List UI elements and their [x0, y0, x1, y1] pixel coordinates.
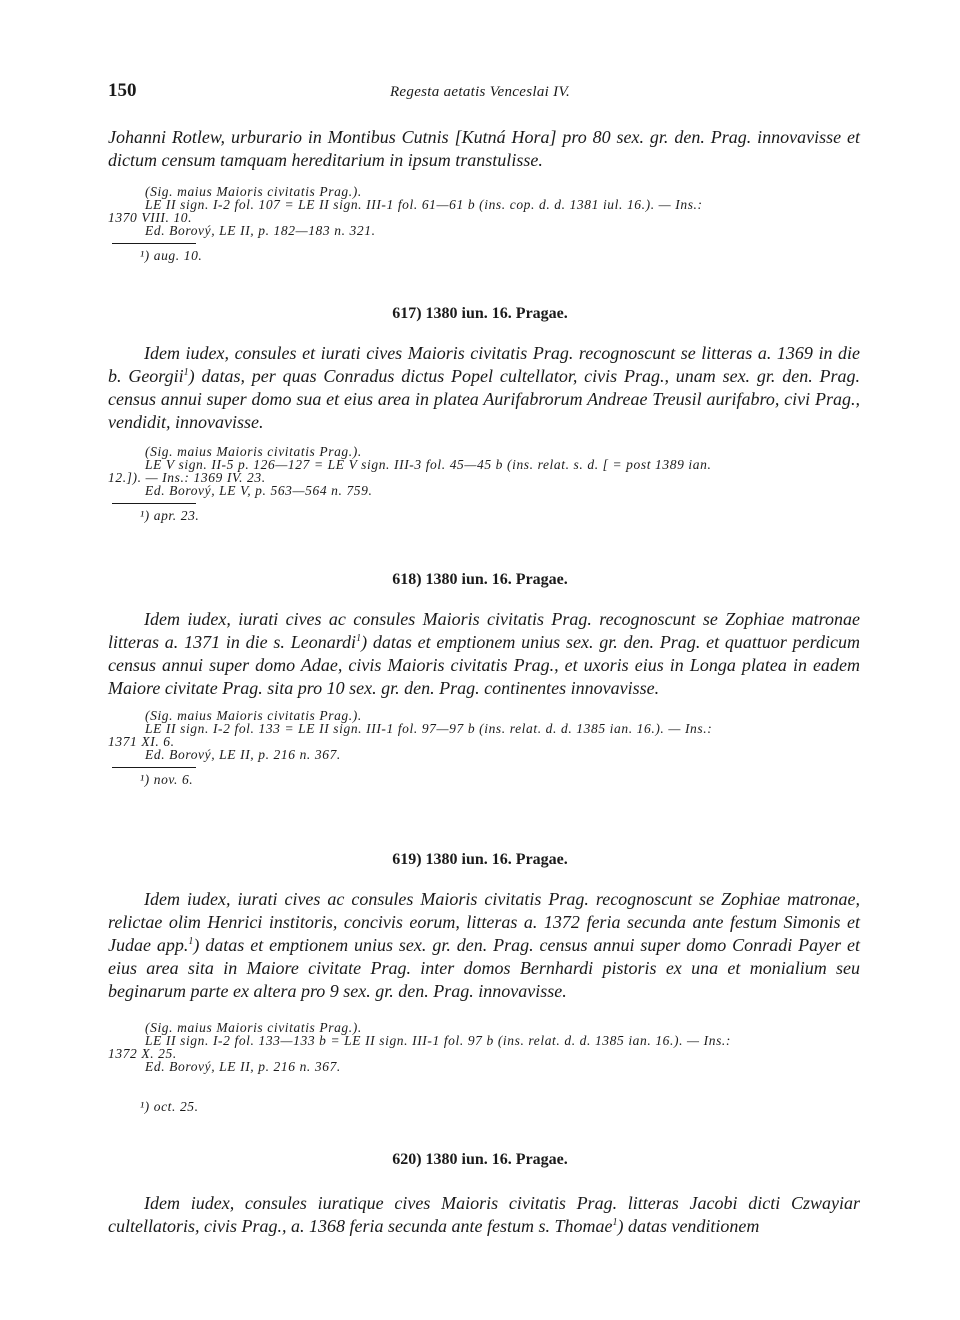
source-line-cont: 12.]). — Ins.: 1369 IV. 23. — [108, 470, 266, 485]
entry-618-meta — [108, 709, 860, 761]
entry-617-text: Idem iudex, consules et iurati cives Maioris civitatis Prag. recognoscunt se litteras a. 1369 in die b. Georgii$^1$) datas, per quas Conradus dictus Popel cultellator, civis Prag., unam sex. gr. den. Prag. census annui super domo sua et eius area in platea Aurifabrorum Andreae Treusil aurifabro, civi Prag., vendidit, innovavisse. — [108, 343, 861, 432]
seal-line: (Sig. maius Maioris civitatis Prag.). — [145, 708, 362, 723]
entry-619-meta — [108, 1021, 860, 1073]
edition-line: Ed. Borový, LE V, p. 563—564 n. 759. — [145, 483, 373, 498]
footnote-rule — [112, 503, 196, 504]
entry-618-heading: 618) 1380 iun. 16. Pragae. — [392, 571, 568, 588]
entry-620-text: Idem iudex, consules iuratique cives Maioris civitatis Prag. litteras Jacobi dicti Czwayiar cultellatoris, civis Prag., a. 1368 feria secunda ante festum s. Thomae$^1$) datas venditionem — [108, 1193, 860, 1236]
entry-617 — [108, 342, 860, 524]
entry-617-meta — [108, 445, 860, 497]
entry-616-footnote: ¹) aug. 10. — [140, 248, 203, 263]
entry-618 — [108, 608, 860, 788]
entry-617-heading: 617) 1380 iun. 16. Pragae. — [392, 305, 568, 322]
edition-line: Ed. Borový, LE II, p. 216 n. 367. — [145, 747, 341, 762]
footnote-mark: 1 — [183, 367, 189, 378]
seal-line: (Sig. maius Maioris civitatis Prag.). — [145, 444, 362, 459]
source-line: LE II sign. I-2 fol. 133—133 b = LE II sign. III-1 fol. 97 b (ins. relat. d. d. 1385 ian. 16.). — Ins.: — [145, 1033, 732, 1048]
seal-line: (Sig. maius Maioris civitatis Prag.). — [145, 1020, 362, 1035]
running-title: Regesta aetatis Venceslai IV. — [389, 84, 571, 100]
source-line: LE II sign. I-2 fol. 133 = LE II sign. III-1 fol. 97—97 b (ins. relat. d. d. 1385 ian. 16.). — Ins.: — [145, 721, 713, 736]
seal-line: (Sig. maius Maioris civitatis Prag.). — [145, 184, 362, 199]
entry-616-continuation — [108, 126, 860, 264]
entry-617-footnote: ¹) apr. 23. — [140, 508, 200, 523]
entry-619 — [108, 888, 860, 1115]
footnote-rule — [112, 767, 196, 768]
entry-616-text: Johanni Rotlew, urburario in Montibus Cutnis [Kutná Hora] pro 80 sex. gr. den. Prag. innovavisse et dictum censum tamquam hereditarium in ipsum transtulisse. — [108, 127, 860, 170]
source-line: LE II sign. I-2 fol. 107 = LE II sign. III-1 fol. 61—61 b (ins. cop. d. d. 1381 iul. 16.). — Ins.: — [145, 197, 703, 212]
entry-618-text: Idem iudex, iurati cives ac consules Maioris civitatis Prag. recognoscunt se Zophiae matronae litteras a. 1371 in die s. Leonardi$^1$) datas et emptionem unius sex. gr. den. Prag. et quattuor perdicum census annui super domo Adae, civis Maioris civitatis Prag., et uxoris eius in Longa platea in eadem Maiore civitate Prag. sita pro 10 sex. gr. den. Prag. continentes innovavisse. — [108, 609, 860, 698]
entry-618-footnote: ¹) nov. 6. — [140, 772, 194, 787]
entry-620-heading: 620) 1380 iun. 16. Pragae. — [392, 1151, 568, 1168]
source-line-cont: 1372 X. 25. — [108, 1046, 177, 1061]
footnote-rule — [112, 243, 196, 244]
edition-line: Ed. Borový, LE II, p. 216 n. 367. — [145, 1059, 341, 1074]
page-number: 150 — [108, 80, 137, 101]
entry-620 — [108, 1192, 860, 1238]
entry-619-heading: 619) 1380 iun. 16. Pragae. — [392, 851, 568, 868]
entry-619-footnote: ¹) oct. 25. — [140, 1099, 199, 1114]
entry-616-meta — [108, 185, 860, 237]
source-line-cont: 1371 XI. 6. — [108, 734, 175, 749]
edition-line: Ed. Borový, LE II, p. 182—183 n. 321. — [145, 223, 376, 238]
entry-619-text: Idem iudex, iurati cives ac consules Maioris civitatis Prag. recognoscunt se Zophiae matronae, relictae olim Henrici institoris, concivis eorum, litteras a. 1372 feria secunda ante festum Simonis et Judae app.$^1$) datas et emptionem unius sex. gr. den. Prag. census annui super domo Conradi Payer et eius area sita in Maiore civitate Prag. inter domos Bernhardi pistoris ex una et monialium seu beginarum parte ex altera pro 9 sex. gr. den. Prag. innovavisse. — [108, 889, 860, 1001]
source-line: LE V sign. II-5 p. 126—127 = LE V sign. III-3 fol. 45—45 b (ins. relat. s. d. [ = post 1389 ian. — [145, 457, 712, 472]
footnote-mark: 1 — [188, 936, 194, 947]
footnote-mark: 1 — [356, 633, 362, 644]
footnote-mark: 1 — [612, 1217, 618, 1228]
source-line-cont: 1370 VIII. 10. — [108, 210, 193, 225]
